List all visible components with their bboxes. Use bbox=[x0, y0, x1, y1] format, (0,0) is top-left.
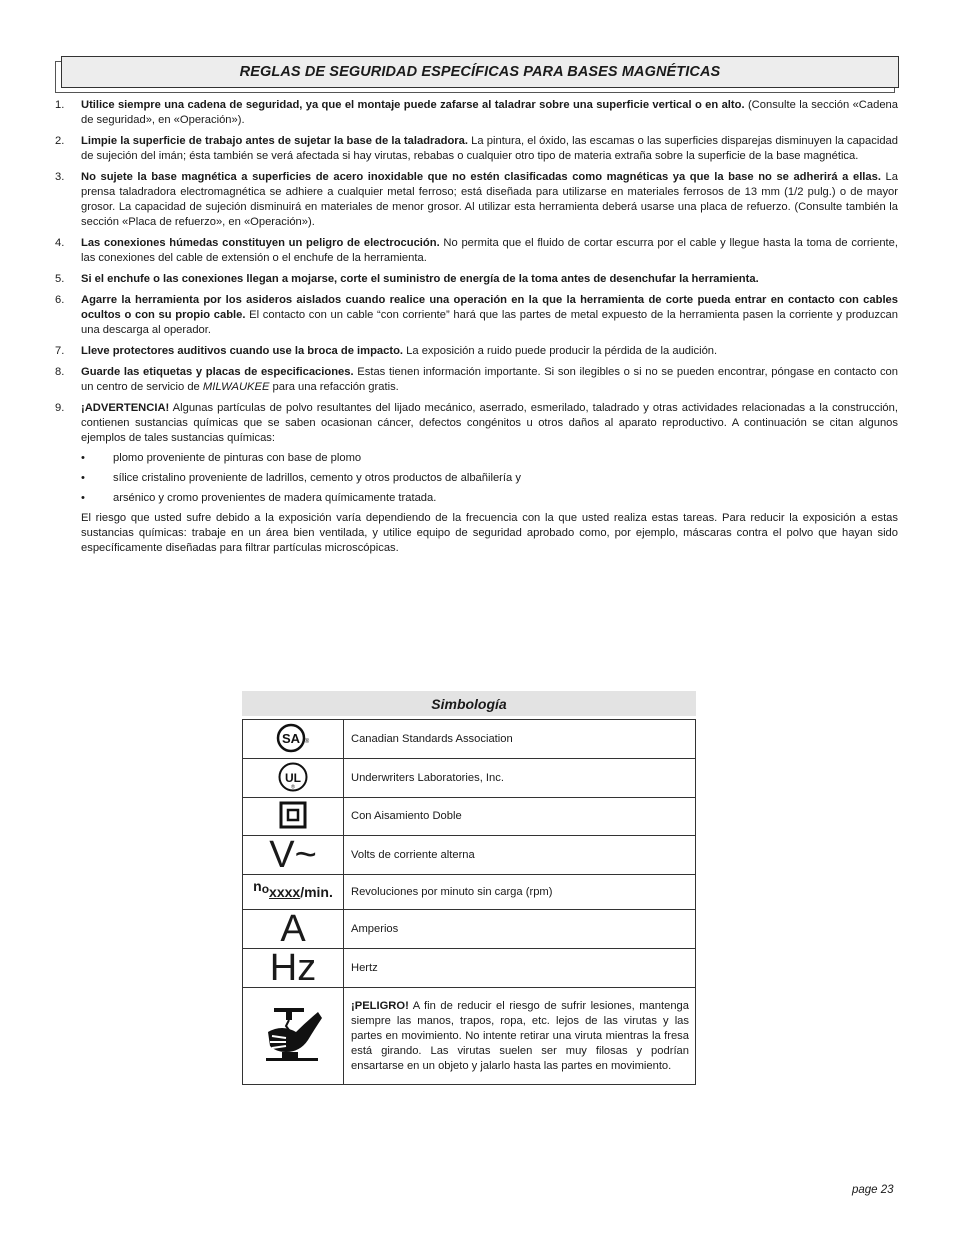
page-number: page 23 bbox=[852, 1184, 894, 1196]
warning-label: ¡ADVERTENCIA! bbox=[81, 402, 170, 414]
closing-paragraph: El riesgo que usted sufre debido a la exposición varía dependiendo de la frecuencia con la que usted realiza estas tareas. Para reducir la exposición a estas sustancias químicas: trabaje en un área bien ventilada, y utilice equipo de seguridad aprobado como, por ejemplo, máscaras contra el polvo que hayan sido específicamente diseñadas para filtrar partículas microscópicas. bbox=[81, 512, 898, 554]
rule-text: La pintura, el óxido, las escamas o las superficies disparejas disminuyen la capacidad de sujeción del imán; ésta también se verá afectada si hay virutas, rebabas o cualquier otro tipo de materia extraña sobre la superficie de la base magnética. bbox=[81, 135, 898, 162]
rpm-o: o bbox=[261, 882, 270, 896]
rule-number: 8. bbox=[55, 366, 65, 378]
symbol-description: Volts de corriente alterna bbox=[344, 836, 696, 875]
amperes-icon bbox=[243, 910, 344, 949]
symbol-description: Canadian Standards Association bbox=[344, 720, 696, 759]
rule-item bbox=[55, 170, 898, 230]
danger-description bbox=[344, 988, 696, 1085]
rule-number: 4. bbox=[55, 237, 65, 249]
section-title: REGLAS DE SEGURIDAD ESPECÍFICAS PARA BASES MAGNÉTICAS bbox=[239, 64, 721, 80]
rule-text: La exposición a ruido puede producir la pérdida de la audición. bbox=[403, 345, 718, 357]
hertz-icon bbox=[243, 949, 344, 988]
bullet-item bbox=[81, 491, 898, 506]
section-header bbox=[61, 56, 899, 88]
symbol-row bbox=[243, 949, 696, 988]
rule-text: El contacto con un cable “con corriente” hará que las partes de metal expuesto de la herramienta pasen la corriente y produzcan una descarga al operador. bbox=[81, 309, 898, 336]
volts-glyph: V~ bbox=[269, 834, 317, 876]
symbol-row bbox=[243, 759, 696, 798]
hand-danger-icon bbox=[243, 988, 344, 1085]
svg-text:®: ® bbox=[304, 738, 310, 745]
symbol-row bbox=[243, 988, 696, 1085]
double-insulation-icon bbox=[243, 798, 344, 836]
bullet-dot: • bbox=[81, 472, 85, 484]
rule-bold: Utilice siempre una cadena de seguridad, ya que el montaje puede zafarse al taladrar sobre una superficie vertical o en alto. bbox=[81, 99, 745, 111]
volts-ac-icon bbox=[243, 836, 344, 875]
amperes-glyph: A bbox=[280, 908, 306, 950]
rule-bold: Lleve protectores auditivos cuando use la broca de impacto. bbox=[81, 345, 404, 357]
rule-item bbox=[55, 272, 898, 287]
rule-item bbox=[55, 293, 898, 338]
symbol-description: Hertz bbox=[344, 949, 696, 988]
rule-bold: Las conexiones húmedas constituyen un peligro de electrocución. bbox=[81, 237, 440, 249]
symbol-row bbox=[243, 875, 696, 910]
danger-text: A fin de reducir el riesgo de sufrir lesiones, mantenga siempre las manos, trapos, ropa, etc. lejos de las virutas y las partes en movimiento. No intente retirar una viruta mientras la fresa está girando. Las virutas suelen ser muy filosas y podrían ensartarse en un objeto y jalarlo hasta las partes en movimiento. bbox=[351, 999, 689, 1072]
rule-item bbox=[55, 344, 898, 359]
rule-text: La prensa taladradora electromagnética se adhiere a cualquier metal ferroso; está diseñada para utilizarse en materiales ferrosos de 13 mm (1/2 pulg.) o de mayor grosor. La capacidad de sujeción disminuirá en materiales de menor grosor. Al utilizar esta herramienta deberá usarse una placa de refuerzo. (Consulte también la sección «Placa de refuerzo», en «Operación»). bbox=[81, 171, 898, 228]
symbol-row bbox=[243, 836, 696, 875]
bullet-item bbox=[81, 471, 898, 486]
symbol-description: Amperios bbox=[344, 910, 696, 949]
rule-text: No permita que el fluido de cortar escurra por el cable y llegue hasta la toma de corriente, las conexiones del cable de extensión o el enchufe de la herramienta. bbox=[81, 237, 898, 264]
rule-item bbox=[55, 236, 898, 266]
svg-text:SA: SA bbox=[281, 730, 301, 746]
brand-name: MILWAUKEE bbox=[202, 381, 270, 393]
bullet-dot: • bbox=[81, 492, 85, 504]
rule-number: 2. bbox=[55, 135, 65, 147]
ul-icon bbox=[243, 759, 344, 798]
rpm-icon bbox=[243, 875, 344, 910]
bullet-text: sílice cristalino proveniente de ladrillos, cemento y otros productos de albañilería y bbox=[113, 472, 521, 484]
symbol-row bbox=[243, 720, 696, 759]
rule-text: (Consulte la sección «Cadena de seguridad», en «Operación»). bbox=[81, 99, 898, 126]
rule-item bbox=[55, 365, 898, 395]
symbol-description: Underwriters Laboratories, Inc. bbox=[344, 759, 696, 798]
safety-rules-list bbox=[55, 98, 898, 562]
rule-number: 9. bbox=[55, 402, 65, 414]
rule-item bbox=[55, 401, 898, 556]
symbol-description: Con Aisamiento Doble bbox=[344, 798, 696, 836]
rule-bold: Si el enchufe o las conexiones llegan a mojarse, corte el suministro de energía de la toma antes de desenchufar la herramienta. bbox=[81, 273, 759, 285]
rule-bold: No sujete la base magnética a superficies de acero inoxidable que no estén clasificadas como magnéticas ya que la base no se adherirá a ellas. bbox=[81, 171, 881, 183]
rule-bold: Agarre la herramienta por los asideros aislados cuando realice una operación en la que la herramienta de corte pueda entrar en contacto con cables ocultos o con su propio cable. bbox=[81, 294, 898, 321]
symbol-description: Revoluciones por minuto sin carga (rpm) bbox=[344, 875, 696, 910]
rpm-unit: /min. bbox=[300, 884, 333, 900]
csa-icon bbox=[243, 720, 344, 759]
rule-number: 3. bbox=[55, 171, 65, 183]
symbol-row bbox=[243, 910, 696, 949]
bullet-dot: • bbox=[81, 452, 85, 464]
rule-number: 6. bbox=[55, 294, 65, 306]
svg-text:UL: UL bbox=[285, 770, 301, 785]
rule-bold: Limpie la superficie de trabajo antes de sujetar la base de la taladradora. bbox=[81, 135, 468, 147]
svg-text:®: ® bbox=[291, 784, 295, 790]
bullet-text: plomo proveniente de pinturas con base de plomo bbox=[113, 452, 362, 464]
symbology-table bbox=[242, 691, 696, 1085]
symbol-row bbox=[243, 798, 696, 836]
rule-number: 7. bbox=[55, 345, 65, 357]
rule-number: 1. bbox=[55, 99, 65, 111]
danger-label: ¡PELIGRO! bbox=[351, 999, 409, 1012]
rule-text: para una refacción gratis. bbox=[269, 381, 399, 393]
bullet-text: arsénico y cromo provenientes de madera químicamente tratada. bbox=[113, 492, 437, 504]
bullet-item bbox=[81, 451, 898, 466]
hertz-glyph: Hz bbox=[269, 947, 317, 989]
rule-bold: Guarde las etiquetas y placas de especificaciones. bbox=[81, 366, 354, 378]
rule-text: Algunas partículas de polvo resultantes del lijado mecánico, aserrado, esmerilado, taladrado y otras actividades relacionadas a la construcción, contienen sustancias químicas que se saben ocasionan cáncer, defectos congénitos u otros daños al aparato reproductivo. A continuación se citan algunos ejemplos de tales sustancias químicas: bbox=[81, 402, 898, 444]
rule-number: 5. bbox=[55, 273, 65, 285]
rpm-n: n bbox=[253, 878, 262, 894]
rule-text: Estas tienen información importante. Si son ilegibles o si no se pueden encontrar, póngase en contacto con un centro de servicio de bbox=[81, 366, 898, 393]
rule-item bbox=[55, 134, 898, 164]
symbology-title: Simbología bbox=[242, 691, 696, 716]
rpm-value: xxxx bbox=[269, 884, 301, 900]
rule-item bbox=[55, 98, 898, 128]
